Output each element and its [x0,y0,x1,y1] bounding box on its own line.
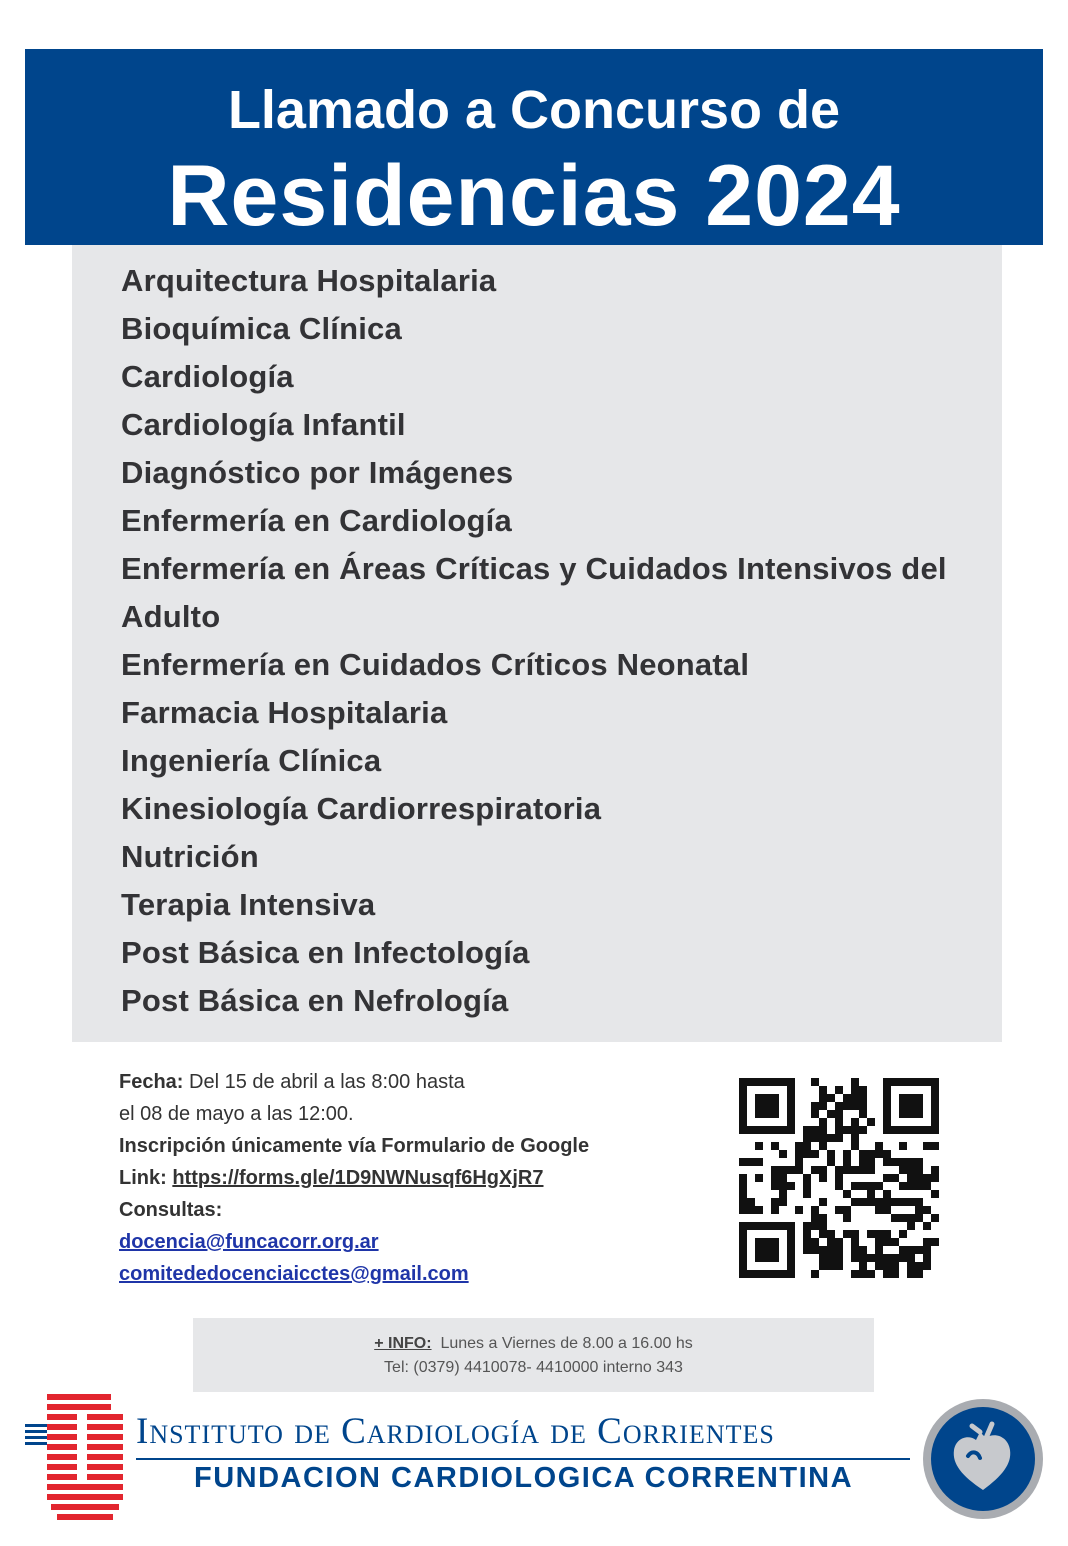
list-item: Post Básica en Infectología [121,935,530,970]
contact-label-row [119,1194,679,1226]
more-info-label: + INFO: [374,1335,432,1352]
specialties-panel [72,245,1002,1042]
registration-note-row [119,1130,679,1162]
title-banner [25,49,1043,245]
email-link-1[interactable]: docencia@funcacorr.org.ar [119,1231,379,1253]
divider [136,1458,910,1460]
office-hours: Lunes a Viernes de 8.00 a 16.00 hs [440,1335,693,1352]
date-row [119,1066,679,1098]
institute-logo-icon [25,1394,125,1520]
registration-info [119,1066,679,1290]
email-row-1 [119,1226,679,1258]
list-item: Enfermería en Cuidados Críticos Neonatal [121,647,750,682]
form-link[interactable]: https://forms.gle/1D9NWNusqf6HgXjR7 [172,1167,544,1189]
more-info-hours-row [193,1332,874,1356]
contact-label: Consultas: [119,1199,223,1221]
list-item: Cardiología Infantil [121,407,406,442]
link-row [119,1162,679,1194]
date-value-2: el 08 de mayo a las 12:00. [119,1103,354,1125]
email-link-2[interactable]: comitededocenciaicctes@gmail.com [119,1263,469,1285]
list-item: Diagnóstico por Imágenes [121,455,514,490]
qr-code-icon[interactable] [739,1078,939,1278]
more-info-box [193,1318,874,1392]
list-item: Enfermería en Áreas Críticas y Cuidados Intensivos del Adulto [121,551,947,634]
registration-note: Inscripción únicamente vía Formulario de Google [119,1135,590,1157]
date-label: Fecha: [119,1071,184,1093]
list-item: Farmacia Hospitalaria [121,695,448,730]
link-label: Link: [119,1167,167,1189]
list-item: Cardiología [121,359,294,394]
list-item: Arquitectura Hospitalaria [121,263,497,298]
list-item: Terapia Intensiva [121,887,376,922]
list-item: Kinesiología Cardiorrespiratoria [121,791,602,826]
list-item: Nutrición [121,839,259,874]
heart-badge-icon [922,1398,1044,1520]
list-item: Bioquímica Clínica [121,311,402,346]
specialties-list [121,257,981,1025]
title-line-2: Residencias 2024 [167,148,901,244]
list-item: Ingeniería Clínica [121,743,382,778]
phone-number: Tel: (0379) 4410078- 4410000 interno 343 [384,1359,683,1376]
institute-name: Instituto de Cardiología de Corrientes [136,1411,775,1452]
email-row-2 [119,1258,679,1290]
title-line-1: Llamado a Concurso de [227,80,841,140]
date-value-1: Del 15 de abril a las 8:00 hasta [189,1071,465,1093]
foundation-name: FUNDACION CARDIOLOGICA CORRENTINA [194,1462,854,1494]
list-item: Post Básica en Nefrología [121,983,509,1018]
list-item: Enfermería en Cardiología [121,503,512,538]
